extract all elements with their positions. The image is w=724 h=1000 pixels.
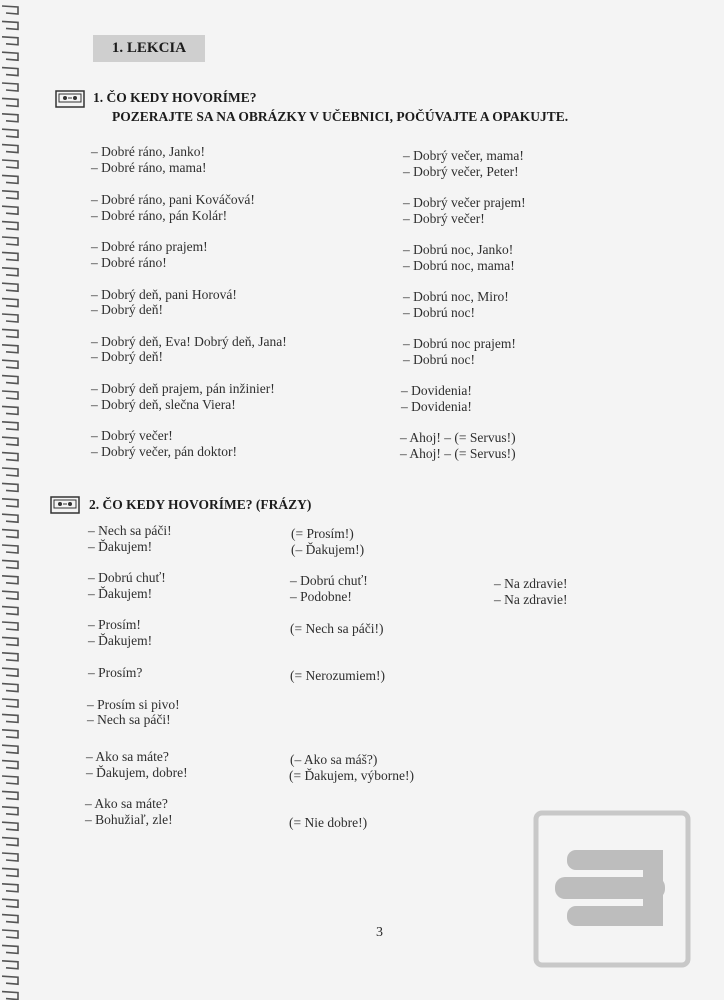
- dialogue-line: – Dobrý večer, pán doktor!: [91, 444, 238, 459]
- phrase-line: – Prosím!: [88, 617, 141, 632]
- spiral-coil: [2, 761, 18, 769]
- spiral-coil: [2, 406, 18, 414]
- dialogue-line: – Dobrú noc, Janko!: [403, 242, 514, 257]
- spiral-coil: [2, 360, 18, 368]
- dialogue-line: – Dovidenia!: [401, 399, 472, 414]
- phrase-line: – Dobrú chuť!: [88, 570, 166, 585]
- spiral-coil: [2, 283, 18, 291]
- spiral-coil: [2, 268, 18, 276]
- phrase-line: – Bohužiaľ, zle!: [85, 812, 173, 827]
- spiral-coil: [2, 206, 18, 214]
- page-number: 3: [376, 925, 383, 940]
- phrase-line: – Nech sa páči!: [87, 712, 171, 727]
- spiral-coil: [2, 345, 18, 353]
- phrase-line: – Ako sa máte?: [86, 749, 169, 764]
- spiral-coil: [2, 930, 18, 938]
- spiral-coil: [2, 868, 18, 876]
- phrase-line: (= Nech sa páči!): [290, 621, 384, 636]
- spiral-coil: [2, 175, 18, 183]
- phrase-line: – Dobrú chuť!: [290, 573, 368, 588]
- spiral-coil: [2, 514, 18, 522]
- spiral-coil: [2, 576, 18, 584]
- spiral-coil: [2, 129, 18, 137]
- dialogue-line: – Ahoj! – (= Servus!): [400, 430, 516, 445]
- dialogue-line: – Dobrú noc, Miro!: [403, 289, 509, 304]
- phrase-line: (– Ako sa máš?): [290, 752, 378, 767]
- phrase-line: – Nech sa páči!: [88, 523, 172, 538]
- spiral-coil: [2, 976, 18, 984]
- spiral-coil: [2, 807, 18, 815]
- spiral-coil: [2, 945, 18, 953]
- dialogue-line: – Dobrú noc!: [403, 352, 475, 367]
- phrase-line: (– Ďakujem!): [291, 542, 365, 557]
- dialogue-line: – Dobré ráno, pani Kováčová!: [91, 192, 255, 207]
- spiral-coil: [2, 376, 18, 384]
- spiral-coil: [2, 329, 18, 337]
- phrase-line: (= Ďakujem, výborne!): [289, 768, 414, 783]
- spiral-coil: [2, 160, 18, 168]
- spiral-coil: [2, 6, 18, 14]
- dialogue-line: – Dobrý deň prajem, pán inžinier!: [91, 381, 275, 396]
- dialogue-line: – Dobré ráno, mama!: [91, 160, 207, 175]
- dialogue-line: – Dobrý deň!: [91, 349, 163, 364]
- spiral-coil: [2, 730, 18, 738]
- phrase-line: – Ďakujem, dobre!: [86, 765, 188, 780]
- section2-heading: 2. ČO KEDY HOVORÍME? (FRÁZY): [89, 497, 312, 512]
- section1-title-line1: ČO KEDY HOVORÍME?: [106, 90, 257, 105]
- spiral-coil: [2, 622, 18, 630]
- section1-title-line2: POZERAJTE SA NA OBRÁZKY V UČEBNICI, POČÚVAJTE A OPAKUJTE.: [112, 109, 569, 124]
- spiral-coil: [2, 391, 18, 399]
- dialogue-line: – Dobré ráno prajem!: [91, 239, 208, 254]
- phrase-line: – Prosím?: [88, 665, 143, 680]
- spiral-coil: [2, 699, 18, 707]
- dialogue-line: – Dobré ráno, pán Kolár!: [91, 208, 228, 223]
- lesson-title: 1. LEKCIA: [93, 35, 205, 62]
- spiral-coil: [2, 961, 18, 969]
- spiral-coil: [2, 252, 18, 260]
- spiral-coil: [2, 745, 18, 753]
- dialogue-line: – Ahoj! – (= Servus!): [400, 446, 516, 461]
- spiral-coil: [2, 52, 18, 60]
- dialogue-line: – Dobrú noc prajem!: [403, 336, 516, 351]
- spiral-coil: [2, 37, 18, 45]
- spiral-coil: [2, 237, 18, 245]
- spiral-coil: [2, 684, 18, 692]
- spiral-coil: [2, 915, 18, 923]
- spiral-coil: [2, 822, 18, 830]
- spiral-coil: [2, 884, 18, 892]
- spiral-coil: [2, 422, 18, 430]
- dialogue-line: – Dovidenia!: [401, 383, 472, 398]
- dialogue-line: – Dobrý deň!: [91, 302, 163, 317]
- phrase-line: – Ako sa máte?: [85, 796, 168, 811]
- spiral-coil: [2, 591, 18, 599]
- dialogue-line: – Dobrý večer!: [91, 428, 173, 443]
- spiral-coil: [2, 499, 18, 507]
- spiral-coil: [2, 83, 18, 91]
- spiral-coil: [2, 145, 18, 153]
- spiral-binding: [0, 0, 26, 1000]
- spiral-coil: [2, 530, 18, 538]
- dialogue-line: – Dobrý deň, pani Horová!: [91, 287, 237, 302]
- spiral-coil: [2, 637, 18, 645]
- dialogue-line: – Dobrú noc!: [403, 305, 475, 320]
- spiral-coil: [2, 653, 18, 661]
- spiral-coil: [2, 191, 18, 199]
- section1-number: 1.: [93, 90, 104, 105]
- dialogue-line: – Dobré ráno, Janko!: [91, 144, 205, 159]
- spiral-coil: [2, 899, 18, 907]
- spiral-coil: [2, 714, 18, 722]
- phrase-line: (= Nerozumiem!): [290, 668, 385, 683]
- spiral-coil: [2, 468, 18, 476]
- dialogue-line: – Dobrý deň, Eva! Dobrý deň, Jana!: [91, 334, 287, 349]
- spiral-coil: [2, 68, 18, 76]
- spiral-coil: [2, 776, 18, 784]
- spiral-coil: [2, 668, 18, 676]
- spiral-coil: [2, 114, 18, 122]
- spiral-coil: [2, 222, 18, 230]
- phrase-line: (= Prosím!): [291, 526, 354, 541]
- phrase-line: – Podobne!: [290, 589, 352, 604]
- spiral-coil: [2, 838, 18, 846]
- phrase-line: – Ďakujem!: [88, 633, 153, 648]
- dialogue-line: – Dobrý večer, mama!: [403, 148, 524, 163]
- phrase-line: – Na zdravie!: [494, 576, 568, 591]
- phrase-line: (= Nie dobre!): [289, 815, 368, 830]
- spiral-coil: [2, 791, 18, 799]
- phrase-line: – Na zdravie!: [494, 592, 568, 607]
- dialogue-line: – Dobrý večer prajem!: [403, 195, 526, 210]
- section1-heading: [93, 90, 256, 106]
- spiral-coil: [2, 98, 18, 106]
- spiral-coil: [2, 560, 18, 568]
- phrase-line: – Prosím si pivo!: [87, 697, 180, 712]
- dialogue-line: – Dobrú noc, mama!: [403, 258, 515, 273]
- spiral-coil: [2, 453, 18, 461]
- spiral-coil: [2, 483, 18, 491]
- spiral-coil: [2, 437, 18, 445]
- spiral-coil: [2, 545, 18, 553]
- spiral-coil: [2, 314, 18, 322]
- cassette-icon: [50, 496, 80, 514]
- dialogue-line: – Dobré ráno!: [91, 255, 167, 270]
- spiral-coil: [2, 21, 18, 29]
- cassette-icon: [55, 90, 85, 108]
- phrase-line: – Ďakujem!: [88, 586, 153, 601]
- dialogue-line: – Dobrý večer, Peter!: [403, 164, 519, 179]
- spiral-coil: [2, 853, 18, 861]
- dialogue-line: – Dobrý deň, slečna Viera!: [91, 397, 236, 412]
- spiral-coil: [2, 992, 18, 1000]
- spiral-coil: [2, 299, 18, 307]
- phrase-line: – Ďakujem!: [88, 539, 153, 554]
- dialogue-line: – Dobrý večer!: [403, 211, 485, 226]
- book-stack-icon: [533, 810, 691, 968]
- spiral-coil: [2, 607, 18, 615]
